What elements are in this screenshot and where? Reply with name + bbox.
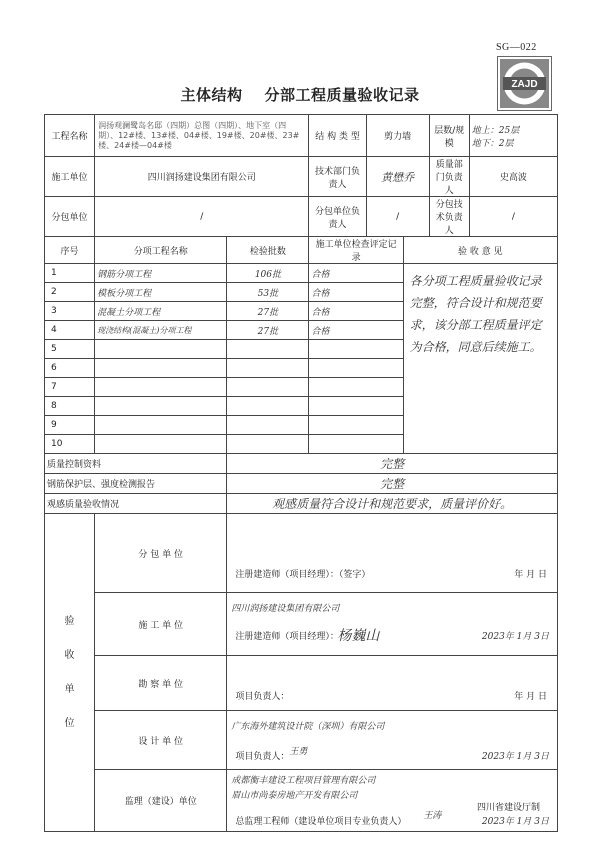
- supervision-engineer-signature: 王涛: [423, 811, 442, 821]
- col-name-header: 分项工程名称: [95, 237, 227, 264]
- row-item-name: [95, 416, 227, 435]
- structure-type-label: 结 构 类 型: [309, 115, 366, 157]
- row-item-name: [95, 340, 227, 359]
- row-batches: [227, 340, 309, 359]
- row-eval: [309, 359, 403, 378]
- appearance-label: 观感质量验收情况: [45, 494, 227, 514]
- supervision-date: 2023年 1月 3日: [481, 817, 549, 827]
- contractor-row: [45, 157, 558, 197]
- floors-below: 地下：2层: [471, 138, 514, 149]
- col-no-header: 序号: [45, 237, 95, 264]
- design-date: 2023年 1月 3日: [481, 752, 549, 762]
- const-date: 2023年 1月 3日: [481, 632, 549, 642]
- row-batches: [227, 397, 309, 416]
- rebar-report-label: 钢筋保护层、强度检测报告: [45, 474, 227, 494]
- sub-head-value: /: [366, 197, 429, 237]
- row-batches: [227, 378, 309, 397]
- quality-head-value: 史高波: [469, 157, 557, 197]
- row-batches: 27批: [227, 321, 309, 340]
- row-batches: [227, 359, 309, 378]
- const-unit-label: 施 工 单 位: [95, 593, 227, 656]
- title-main: 主体结构: [180, 86, 243, 104]
- design-head-label: 项目负责人：: [235, 752, 290, 762]
- survey-unit-sign-area: [227, 656, 558, 711]
- col-opinion-header: 验 收 意 见: [403, 237, 557, 264]
- row-item-name: [95, 397, 227, 416]
- sub-tech-head-label: 分包技术负责人: [429, 197, 469, 237]
- tech-head-label: 技术部门负责人: [309, 157, 366, 197]
- sub-date: 年 月 日: [514, 570, 547, 580]
- acceptance-form-table: [44, 114, 558, 832]
- supervision-engineer-label: 总监理工程师（建设单位项目专业负责人）: [235, 817, 407, 827]
- quality-control-row: [45, 454, 558, 474]
- floors-value: [469, 115, 557, 157]
- col-batches-header: 检验批数: [227, 237, 309, 264]
- design-unit-label: 设 计 单 位: [95, 711, 227, 770]
- design-unit-stamp: 广东海外建筑设计院（深圳）有限公司: [231, 722, 385, 732]
- sub-engineer-label: 注册建造师（项目经理）：（签字）: [235, 570, 371, 580]
- contractor-label: 施工单位: [45, 157, 95, 197]
- svg-text:ZAJD: ZAJD: [511, 79, 538, 90]
- row-item-name: 钢筋分项工程: [95, 264, 227, 283]
- quality-control-label: 质量控制资料: [45, 454, 227, 474]
- row-item-name: 现浇结构(混凝土)分项工程: [95, 321, 227, 340]
- project-name-value: 润扬观澜鹭岛名邸（四期）总图（四期）、地下室（四期）、12#楼、13#楼、04#楼、19#楼、20#楼、23#楼、24#楼—04#楼: [95, 115, 309, 157]
- table-row: [45, 264, 558, 283]
- project-name-label: 工程名称: [45, 115, 95, 157]
- quality-control-value: 完整: [227, 454, 558, 474]
- survey-unit-row: [45, 656, 558, 711]
- row-eval: 合格: [309, 283, 403, 302]
- row-batches: [227, 416, 309, 435]
- const-unit-stamp: 四川润扬建设集团有限公司: [231, 604, 340, 614]
- row-batches: 27批: [227, 302, 309, 321]
- row-item-name: 混凝土分项工程: [95, 302, 227, 321]
- supervision-unit-stamp-2: 眉山市尚泰房地产开发有限公司: [231, 791, 358, 801]
- appearance-row: [45, 494, 558, 514]
- page-title: [0, 84, 600, 105]
- side-char: 位: [64, 717, 75, 729]
- supervision-unit-stamp-1: 成都衡丰建设工程项目管理有限公司: [231, 776, 376, 786]
- design-head-signature: 王勇: [289, 747, 308, 757]
- const-engineer-label: 注册建造师（项目经理）：: [235, 632, 339, 642]
- row-item-name: [95, 435, 227, 454]
- design-unit-sign-area: [227, 711, 558, 770]
- items-header-row: [45, 237, 558, 264]
- row-item-name: 模板分项工程: [95, 283, 227, 302]
- row-no: 3: [45, 302, 95, 321]
- subcontractor-value: /: [95, 197, 309, 237]
- form-code: SG—022: [496, 42, 537, 53]
- rebar-report-row: [45, 474, 558, 494]
- appearance-value: 观感质量符合设计和规范要求，质量评价好。: [227, 494, 558, 514]
- row-batches: [227, 435, 309, 454]
- contractor-value: 四川润扬建设集团有限公司: [95, 157, 309, 197]
- project-row: [45, 115, 558, 157]
- side-char: 收: [64, 649, 75, 661]
- row-no: 9: [45, 416, 95, 435]
- acceptance-side-label: [45, 514, 95, 832]
- const-engineer-signature: 杨巍山: [337, 628, 380, 644]
- row-batches: 53批: [227, 283, 309, 302]
- row-eval: 合格: [309, 302, 403, 321]
- row-no: 5: [45, 340, 95, 359]
- subcontractor-label: 分包单位: [45, 197, 95, 237]
- sub-unit-label: 分 包 单 位: [95, 514, 227, 593]
- rebar-report-value: 完整: [227, 474, 558, 494]
- subcontractor-row: [45, 197, 558, 237]
- quality-head-label: 质量部门负责人: [429, 157, 469, 197]
- survey-date: 年 月 日: [514, 692, 547, 702]
- row-batches: 106批: [227, 264, 309, 283]
- title-sub: 分部工程质量验收记录: [264, 86, 420, 104]
- row-eval: [309, 378, 403, 397]
- row-no: 1: [45, 264, 95, 283]
- footer-issuer: 四川省建设厅制: [476, 803, 540, 813]
- sub-unit-sign-area: [227, 514, 558, 593]
- supervision-unit-label: 监理（建设）单位: [95, 770, 227, 832]
- row-eval: 合格: [309, 321, 403, 340]
- row-item-name: [95, 378, 227, 397]
- survey-unit-label: 勘 察 单 位: [95, 656, 227, 711]
- floors-above: 地上：25层: [471, 125, 520, 136]
- row-eval: [309, 435, 403, 454]
- sub-unit-row: [45, 514, 558, 593]
- row-no: 2: [45, 283, 95, 302]
- side-char: 验: [64, 615, 75, 627]
- structure-type-value: 剪力墙: [366, 115, 429, 157]
- row-eval: [309, 397, 403, 416]
- tech-head-signature: 黄懋乔: [366, 157, 429, 197]
- row-item-name: [95, 359, 227, 378]
- row-eval: [309, 340, 403, 359]
- row-eval: [309, 416, 403, 435]
- side-char: 单: [64, 683, 75, 695]
- row-no: 10: [45, 435, 95, 454]
- sub-tech-head-value: /: [469, 197, 557, 237]
- row-eval: 合格: [309, 264, 403, 283]
- col-eval-header: 施工单位检查评定记录: [309, 237, 403, 264]
- const-unit-row: [45, 593, 558, 656]
- design-unit-row: [45, 711, 558, 770]
- opinion-text: 各分项工程质量验收记录完整，符合设计和规范要求，该分部工程质量评定为合格，同意后续施工。: [403, 264, 557, 454]
- row-no: 4: [45, 321, 95, 340]
- survey-head-label: 项目负责人：: [235, 692, 290, 702]
- sub-head-label: 分包单位负责人: [309, 197, 366, 237]
- row-no: 6: [45, 359, 95, 378]
- row-no: 8: [45, 397, 95, 416]
- floors-label: 层数/规模: [429, 115, 469, 157]
- row-no: 7: [45, 378, 95, 397]
- const-unit-sign-area: [227, 593, 558, 656]
